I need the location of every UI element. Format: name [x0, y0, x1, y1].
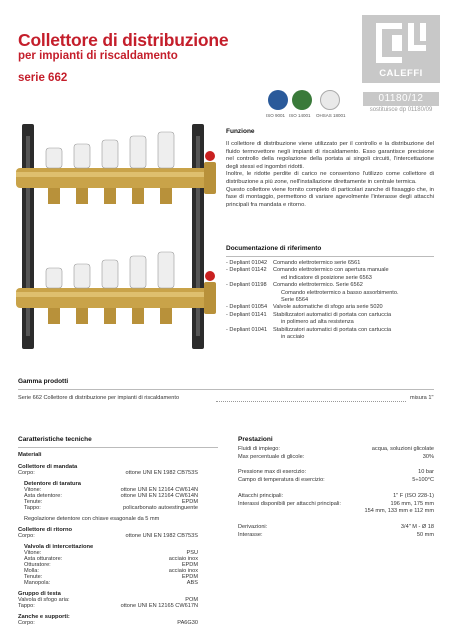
material-group-title: Collettore di ritorno [18, 527, 73, 533]
performance-row [238, 501, 434, 509]
performance-row [238, 446, 434, 454]
brand-name: CALEFFI [379, 68, 423, 79]
caratteristiche-list [18, 464, 198, 631]
material-label: Vitone: [24, 550, 42, 556]
performance-value: 5÷100°C [412, 477, 434, 484]
material-group-title: Detentore di taratura [24, 481, 82, 487]
material-label: Manopola: [24, 580, 51, 586]
material-group-title: Gruppo di testa [18, 591, 61, 597]
doc-line: Comando elettrotermico a basso assorbimento. [281, 289, 399, 296]
material-value: acciaio inox [168, 556, 198, 562]
material-label: Tenute: [24, 499, 43, 505]
material-group [18, 481, 198, 511]
doc-code: - Depliant 01142 [226, 267, 267, 274]
gamma-heading: Gamma prodotti [18, 378, 69, 385]
doc-desc [273, 312, 391, 327]
doc-code: - Depliant 01141 [226, 311, 267, 318]
caratteristiche-heading: Caratteristiche tecniche [18, 436, 92, 443]
funzione-paragraph: Il collettore di distribuzione viene utilizzato per il controllo e la distribuzione del fluido termovettore negli impianti di riscaldamento. Esso garantisce precisione nel controllo della regolazione della portata ai singoli circuiti, l'intercettazione degli stessi ed ingombri ridotti. [226, 141, 434, 170]
materiali-heading: Materiali [18, 452, 42, 458]
divider [18, 447, 218, 448]
material-label: Asta detentore: [24, 493, 62, 499]
performance-row [238, 516, 434, 524]
doc-desc [273, 260, 360, 267]
iso-9001-cert-icon [268, 90, 288, 110]
page-title: Collettore di distribuzione [18, 30, 229, 50]
material-value: ottone UNI EN 1982 CB753S [125, 533, 198, 539]
material-label: Asta otturatore: [24, 556, 63, 562]
material-value: ottone UNI EN 12164 CW614N [120, 487, 198, 493]
doc-code: - Depliant 01042 [226, 260, 268, 266]
performance-label: Pressione max di esercizio: [238, 469, 307, 476]
performance-value: 1" F (ISO 228-1) [393, 492, 434, 499]
performance-label: Interassi disponibili per attacchi principali: [238, 500, 341, 507]
material-value: policarbonato autoestinguente [123, 505, 198, 511]
doc-item [226, 267, 436, 282]
doc-item [226, 260, 436, 267]
performance-label: Max percentuale di glicole: [238, 453, 305, 460]
performance-row [238, 454, 434, 462]
material-label: Tappo: [24, 505, 41, 511]
funzione-paragraph: Inoltre, le ridotte perdite di carico ne consentono l'utilizzo come collettore di distribuzione a più zone, nell'installazione direttamente in centrale termica. [226, 171, 434, 185]
material-value: ABS [186, 580, 198, 586]
material-row [18, 620, 198, 626]
document-code: 01180/12 [363, 92, 439, 106]
performance-row [238, 469, 434, 477]
performance-row [238, 532, 434, 540]
material-row [24, 505, 198, 511]
material-group-title: Valvola di intercettazione [24, 544, 94, 550]
performance-label: Attacchi principali: [238, 492, 284, 499]
doc-code: - Depliant 01198 [226, 282, 267, 289]
funzione-body [226, 141, 434, 209]
doc-desc [273, 327, 391, 342]
doc-code: - Depliant 01054 [226, 304, 268, 311]
divider [226, 256, 434, 257]
iso-14001-cert-icon [292, 90, 312, 110]
material-group-title: Zanche e supporti: [18, 614, 70, 620]
material-label: Valvola di sfogo aria: [18, 597, 70, 603]
doc-line: Comando elettrotermico con apertura manuale [273, 267, 389, 274]
doc-desc [273, 304, 383, 311]
material-note: Regolazione detentore con chiave esagonale da 5 mm [24, 516, 160, 522]
material-group [18, 544, 198, 586]
material-value: ottone UNI EN 1982 CB753S [125, 470, 198, 476]
funzione-paragraph: Questo collettore viene fornito completo di particolari zanche di fissaggio che, in fase di montaggio, permettono di variare agevolmente l'interasse degli attacchi principali fra mandata e ritorno. [226, 186, 434, 208]
material-value: ottone UNI EN 12165 CW617N [120, 603, 198, 609]
performance-label: Interasse: [238, 531, 263, 538]
documentazione-list [226, 260, 436, 341]
performance-row [238, 508, 434, 516]
doc-desc [273, 267, 389, 282]
performance-value: 196 mm, 175 mm [390, 500, 434, 507]
material-group [18, 464, 198, 476]
doc-line: ed indicatore di posizione serie 6563 [281, 274, 372, 281]
doc-line: in acciaio [281, 334, 305, 341]
material-value: EPDM [181, 574, 198, 580]
divider [18, 389, 434, 390]
performance-row [238, 477, 434, 485]
performance-row [238, 493, 434, 501]
material-group [18, 516, 198, 522]
doc-desc [273, 282, 399, 304]
material-row [18, 533, 198, 539]
performance-row [238, 485, 434, 493]
material-value: ottone UNI EN 12164 CW614N [120, 493, 198, 499]
series-label: serie 662 [18, 72, 68, 84]
cert-label: ISO 9001 [266, 113, 286, 118]
performance-label: Derivazioni: [238, 523, 268, 530]
material-group [18, 591, 198, 609]
doc-item [226, 282, 436, 304]
material-row [18, 470, 198, 476]
doc-line: Stabilizzatori automatici di portata con cartuccia [273, 326, 392, 333]
material-label: Tenute: [24, 574, 43, 580]
ohsas-cert-icon [320, 90, 340, 110]
doc-item [226, 304, 436, 311]
material-label: Vitone: [24, 487, 42, 493]
document-replaces: sostituisce dp 01180/09 [369, 107, 433, 113]
leader-line [216, 401, 406, 402]
material-group [18, 527, 198, 539]
performance-row [238, 462, 434, 470]
material-value: POM [185, 597, 198, 603]
material-row [18, 603, 198, 609]
performance-value: 3/4" M - Ø 18 [400, 523, 434, 530]
material-value: PSU [186, 550, 198, 556]
material-label: Otturatore: [24, 562, 51, 568]
performance-label: Fluidi di impiego: [238, 446, 280, 452]
doc-code: - Depliant 01041 [226, 326, 268, 333]
gamma-size: misura 1" [410, 395, 434, 401]
material-label: Corpo: [18, 470, 35, 476]
doc-line: Comando elettrotermico. Serie 6562 [273, 282, 363, 289]
performance-label: Campo di temperatura di esercizio: [238, 477, 325, 484]
gamma-row: Serie 662 Collettore di distribuzione per impianti di riscaldamento [18, 395, 180, 401]
performance-value: acqua, soluzioni glicolate [371, 446, 434, 452]
doc-item [226, 312, 436, 327]
doc-item [226, 327, 436, 342]
cert-label: OHSAS 18001 [316, 113, 346, 118]
material-label: Corpo: [18, 620, 35, 626]
doc-line: in polimero ad alta resistenza [281, 319, 354, 326]
doc-line: Valvole automatiche di sfogo aria serie 5020 [273, 304, 383, 311]
doc-line: Stabilizzatori automatici di portata con cartuccia [273, 311, 392, 318]
performance-value: 10 bar [418, 469, 434, 476]
product-photo [8, 106, 218, 361]
material-group [18, 614, 198, 626]
performance-value: 154 mm, 133 mm e 112 mm [364, 508, 434, 515]
documentazione-heading: Documentazione di riferimento [226, 245, 322, 252]
cert-label: ISO 14001 [289, 113, 311, 118]
material-label: Molla: [24, 568, 39, 574]
prestazioni-heading: Prestazioni [238, 436, 273, 443]
material-value: PA6G30 [177, 620, 198, 626]
material-label: Tappo: [18, 603, 35, 609]
page-subtitle: per impianti di riscaldamento [18, 50, 178, 62]
material-row [24, 580, 198, 586]
material-label: Corpo: [18, 533, 35, 539]
material-value: EPDM [181, 562, 198, 568]
material-value: EPDM [181, 499, 198, 505]
doc-line: Comando elettrotermico serie 6561 [273, 260, 361, 266]
performance-value: 30% [422, 453, 434, 460]
performance-value: 50 mm [416, 531, 434, 538]
prestazioni-list [238, 446, 434, 540]
material-group-title: Collettore di mandata [18, 464, 78, 470]
funzione-heading: Funzione [226, 128, 255, 135]
doc-line: Serie 6564 [281, 297, 309, 304]
performance-row [238, 524, 434, 532]
material-value: acciaio inox [168, 568, 198, 574]
